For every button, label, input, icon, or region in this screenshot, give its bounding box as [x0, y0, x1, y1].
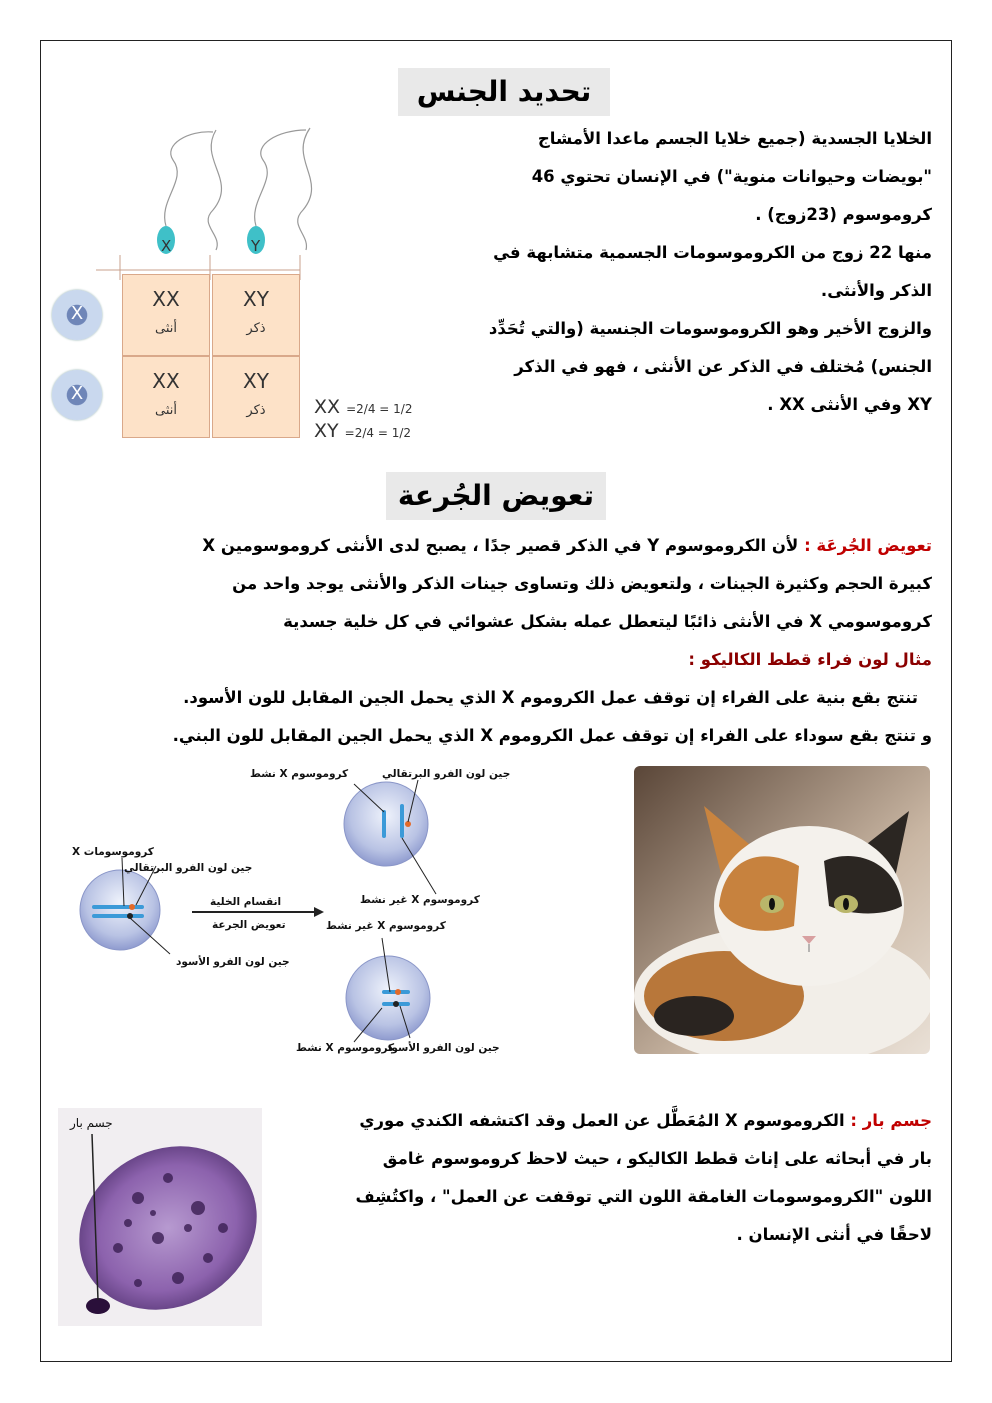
sex-label: أنثى	[155, 403, 177, 418]
cell-nucleus-illustration	[58, 1108, 262, 1326]
punnett-cell	[212, 356, 300, 438]
egg-cell-icon	[52, 290, 102, 340]
barr-body-micrograph	[58, 1108, 262, 1326]
line: بار في أبحاثه على إناث قطط الكاليكو ، حيث لاحظ كروموسوم غامق	[382, 1149, 932, 1168]
term-barr-body: جسم بار :	[850, 1111, 932, 1130]
label-orange-gene: جين لون الفرو البرتقالي	[124, 862, 253, 874]
sex-label: أنثى	[155, 321, 177, 336]
label-top-orange-gene: جين لون الفرو البرتقالي	[382, 768, 511, 780]
ratio-value: =2/4 = 1/2	[344, 426, 412, 440]
ratio-value: =2/4 = 1/2	[346, 402, 413, 416]
line: لاحقًا في أنثى الإنسان .	[736, 1225, 932, 1244]
x-inactivation-diagram	[64, 762, 544, 1062]
egg-label: X	[70, 383, 84, 404]
genotype: XY	[243, 369, 269, 393]
example-heading: مثال لون فراء قطط الكاليكو :	[688, 650, 932, 669]
line: كروموسوم (23زوج) .	[755, 205, 932, 224]
bullet: تنتج بقع بنية على الفراء إن توقف عمل الكروموم X الذي يحمل الجين المقابل للون الأسود.	[183, 688, 918, 707]
egg-label: X	[70, 303, 84, 324]
line: كروموسومي X في الأنثى ذائبًا ليتعطل عمله بشكل عشوائي في كل خلية جسدية	[283, 612, 932, 631]
bullet: و تنتج بقع سوداء على الفراء إن توقف عمل الكروموم X الذي يحمل الجين المقابل للون البني.	[172, 726, 932, 745]
line: كبيرة الحجم وكثيرة الجينات ، ولتعويض ذلك وتساوى جينات الذكر والأنثى يوجد واحد من	[232, 574, 932, 593]
label-top-active-x: كروموسوم X نشط	[250, 768, 349, 780]
cell-illustration	[64, 762, 544, 1062]
line: منها 22 زوج من الكروموسومات الجسمية متشابهة في	[493, 243, 932, 262]
sperm-y-label: Y	[251, 237, 261, 255]
section2-title: تعويض الجُرعة	[386, 472, 606, 520]
label-bottom-inactive-x: كروموسوم X غير نشط	[326, 920, 446, 932]
punnett-diagram	[48, 120, 428, 450]
ratio-genotype: XY	[314, 420, 339, 442]
line	[60, 527, 932, 565]
genotype: XY	[243, 287, 269, 311]
label-top-inactive-x: كروموسوم X غير نشط	[360, 894, 480, 906]
egg-cell-icon	[52, 370, 102, 420]
label-x-chromosomes: كروموسومات X	[72, 846, 154, 858]
line: الجنس) مُختلف في الذكر عن الأنثى ، فهو في الذكر	[514, 357, 932, 376]
sperm-illustration	[48, 120, 428, 280]
section3-text	[276, 1102, 932, 1254]
ratio-genotype: XX	[314, 396, 341, 418]
sperm-x-label: X	[161, 237, 172, 255]
ratio-xy	[314, 420, 411, 442]
label-bottom-black-gene: جين لون الفرو الأسود	[386, 1042, 500, 1054]
punnett-cell	[122, 356, 210, 438]
ratio-xx	[314, 396, 412, 418]
section2-text	[60, 527, 932, 755]
line: XY وفي الأنثى XX .	[767, 395, 932, 414]
sex-label: ذكر	[246, 321, 266, 336]
genotype: XX	[152, 287, 180, 311]
calico-cat-photo	[634, 766, 930, 1054]
line: اللون "الكروموسومات الغامقة اللون التي توقفت عن العمل" ، واكتُشِف	[355, 1187, 932, 1206]
line: الذكر والأنثى.	[820, 281, 932, 300]
punnett-cell	[122, 274, 210, 356]
line: "بويضات وحيوانات منوية") في الإنسان تحتوي 46	[531, 167, 932, 186]
term-dosage-compensation: تعويض الجُرعَة :	[804, 536, 932, 555]
section1-title: تحديد الجنس	[398, 68, 610, 116]
genotype: XX	[152, 369, 180, 393]
line-text: لأن الكروموسوم Y في الذكر قصير جدًا ، يصبح لدى الأنثى كروموسومين X	[202, 536, 799, 555]
line: الخلايا الجسدية (جميع خلايا الجسم ماعدا الأمشاج	[537, 129, 932, 148]
sex-label: ذكر	[246, 403, 266, 418]
barr-body-label: جسم بار	[70, 1116, 113, 1130]
section1-text	[436, 120, 932, 424]
label-bottom-active-x: كروموسوم X نشط	[296, 1042, 395, 1054]
line	[276, 1102, 932, 1140]
label-cell-division: انقسام الخلية	[210, 896, 282, 908]
label-black-gene: جين لون الفرو الأسود	[176, 956, 290, 968]
label-dosage-compensation: تعويض الجرعة	[212, 919, 286, 931]
line: والزوج الأخير وهو الكروموسومات الجنسية (والتي تُحَدِّد	[488, 319, 932, 338]
punnett-cell	[212, 274, 300, 356]
line-text: الكروموسوم X المُعَطَّل عن العمل وقد اكتشفه الكندي موري	[359, 1111, 845, 1130]
